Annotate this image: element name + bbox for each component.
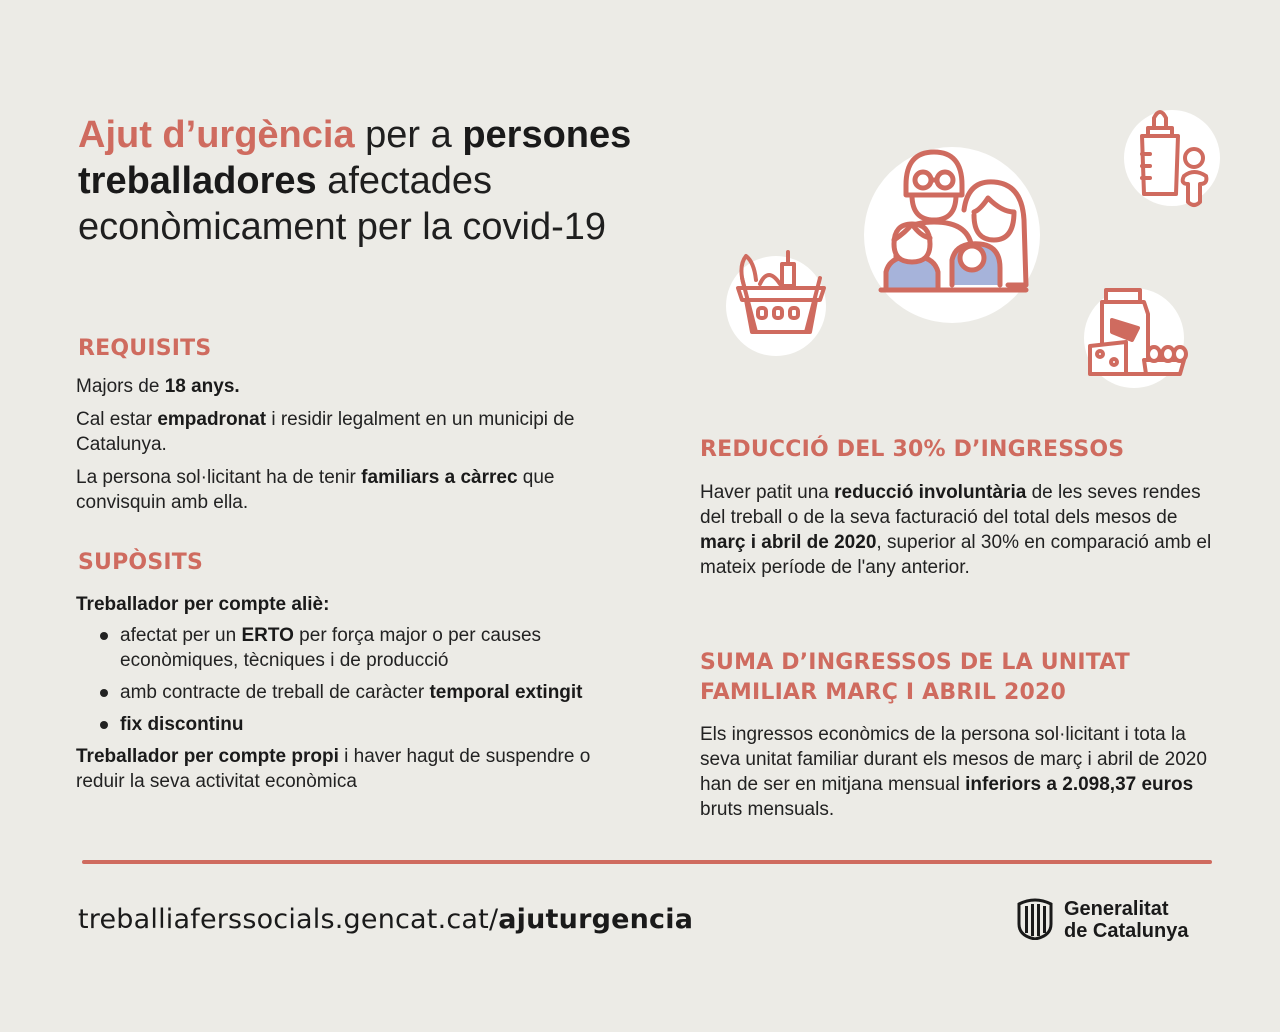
- suposits-self-employed: Treballador per compte propi i haver hagut de suspendre o reduir la seva activitat econòmica: [76, 746, 591, 792]
- reduccio-heading: REDUCCIÓ DEL 30% D’INGRESSOS: [700, 437, 1125, 462]
- requisits-list: [76, 374, 596, 523]
- generalitat-logo-icon: [1016, 898, 1054, 940]
- requisit-age: Majors de 18 anys.: [76, 376, 240, 397]
- list-item: afectat per un ERTO per força major o per causes econòmiques, tècniques i de producció: [98, 623, 606, 673]
- suposits-list: [98, 623, 606, 737]
- generalitat-logo: [1016, 896, 1216, 946]
- requisit-family: La persona sol·licitant ha de tenir familiars a càrrec que convisquin amb ella.: [76, 467, 555, 513]
- reduccio-text: Haver patit una reducció involuntària de les seves rendes del treball o de la seva facturació del total dels mesos de març i abril de 2020, superior al 30% en comparació amb el mateix període de l'any anterior.: [700, 482, 1212, 578]
- requisit-residence: Cal estar empadronat i residir legalment en un municipi de Catalunya.: [76, 409, 575, 455]
- website-link[interactable]: treballiaferssocials.gencat.cat/ajuturgencia: [78, 904, 694, 935]
- generalitat-logo-text: Generalitat de Catalunya: [1064, 898, 1189, 942]
- suposits-heading: SUPÒSITS: [78, 550, 204, 575]
- baby-bottle-icon: [1128, 104, 1218, 212]
- family-icon: [876, 140, 1036, 300]
- suposits-subheading: Treballador per compte aliè:: [76, 594, 330, 615]
- shopping-basket-icon: [732, 246, 832, 342]
- requisits-heading: REQUISITS: [78, 336, 212, 361]
- suma-heading: SUMA D’INGRESSOS DE LA UNITAT FAMILIAR MARÇ I ABRIL 2020: [700, 650, 1130, 705]
- groceries-icon: [1084, 284, 1190, 380]
- list-item: amb contracte de treball de caràcter temporal extingit: [98, 680, 606, 705]
- suposits-block: [76, 592, 606, 794]
- footer-divider: [82, 860, 1212, 864]
- list-item: fix discontinu: [98, 712, 606, 737]
- page-title: Ajut d’urgència per a persones treballadores afectades econòmicament per la covid-19: [78, 114, 632, 248]
- suma-text: Els ingressos econòmics de la persona sol·licitant i tota la seva unitat familiar durant els mesos de març i abril de 2020 han de ser en mitjana mensual inferiors a 2.098,37 euros bruts mensuals.: [700, 724, 1207, 820]
